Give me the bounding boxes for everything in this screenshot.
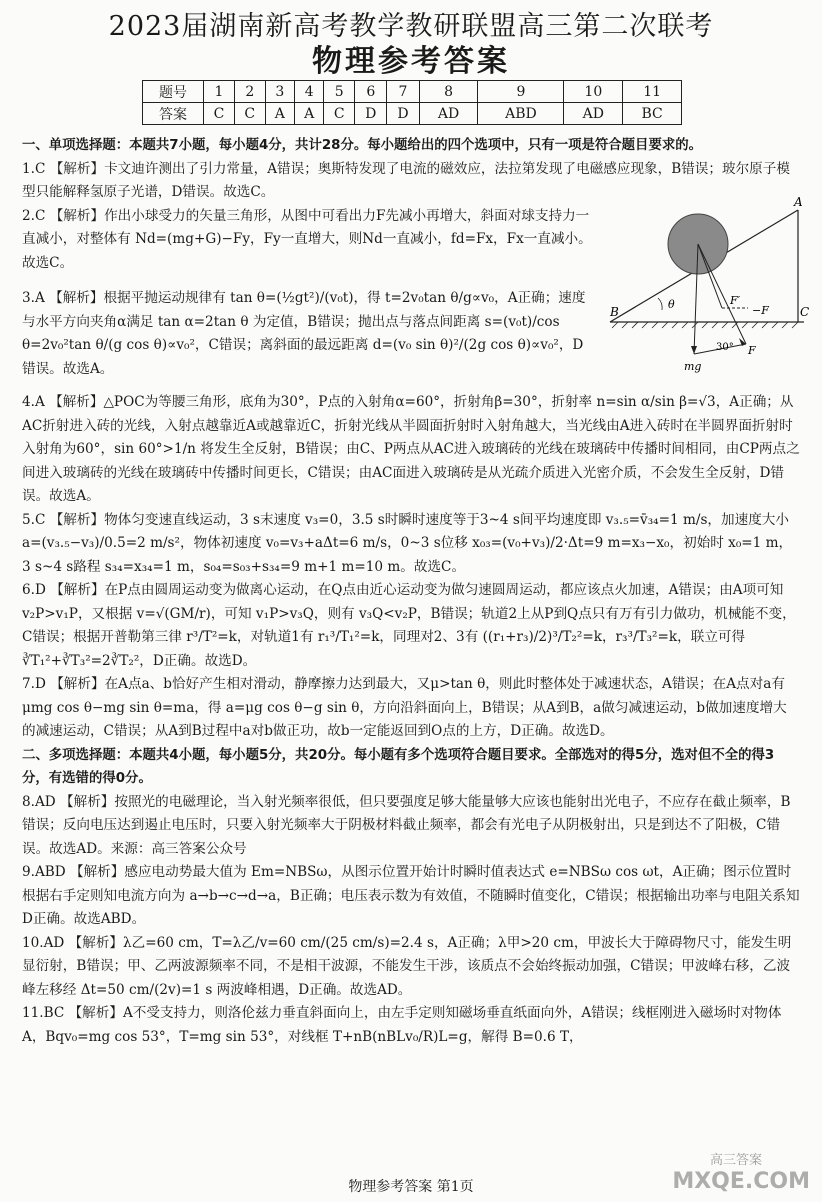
label-f: F: [748, 344, 756, 357]
answer-cell: AD: [564, 103, 623, 125]
watermark-site: MXQE.COM: [672, 1169, 810, 1194]
solution-q6: 6.D 【解析】在P点由圆周运动变为做离心运动，在Q点由近心运动变为做匀速圆周运动，都应该点火加速，A错误；由A项可知 v₂P>v₁P，又根据 v=√(GM/r)，可知 v₁P>v₃Q，则有 v₃Q<v₂P，B错误；轨道2上从P到Q点只有万有引力做功，机械能不变，C错误；根据开普勒第三律 r³/T²=k，对轨道1有 r₁³/T₁²=k，同理对2、3有 ((r₁+r₃)/2)³/T₂²=k，r₃³/T₃²=k，联立可得 ∛T₁²+∛T₃²=2∛T₂²，D正确。故选D。: [22, 582, 796, 669]
answer-cell: C: [324, 103, 355, 125]
watermark-caption: 高三答案: [709, 1153, 762, 1168]
section-heading-single-choice: 一、单项选择题：本题共7小题，每小题4分，共计28分。每小题给出的四个选项中，只有一项是符合题目要求的。: [22, 138, 703, 153]
question-number: 4: [295, 81, 324, 103]
answer-cell: D: [387, 103, 419, 125]
solution-q10: 10.AD 【解析】λ乙=60 cm，T=λ乙/v=60 cm/(25 cm/s)=2.4 s，A正确；λ甲>20 cm，甲波长大于障碍物尺寸，能发生明显衍射，B错误；甲、乙两波源频率不同，不是相干波源，不能发生干涉，该质点不会始终振动加强，C错误；甲波峰右移，乙波峰左移经 Δt=50 cm/(2v)=1 s 两波峰相遇，D正确。故选AD。: [22, 934, 792, 998]
solution-q5: 5.C 【解析】物体匀变速直线运动，3 s末速度 v₃=0，3.5 s时瞬时速度等于3~4 s间平均速度即 v₃.₅=v̄₃₄=1 m/s，加速度大小 a=(v₃.₅−v₃)/0.5=2 m/s²，物体初速度 v₀=v₃+aΔt=6 m/s，0~3 s位移 x₀₃=(v₀+v₃)/2·Δt=9 m=x₃−x₀，初始时 x₀=1 m，3 s~4 s路程 s₃₄=x₃₄=1 m，s₀₄=s₀₃+s₃₄=9 m+1 m=10 m。故选C。: [22, 511, 793, 575]
label-f-prime: F′: [730, 294, 741, 307]
solution-q9: 9.ABD 【解析】感应电动势最大值为 Em=NBSω，从图示位置开始计时瞬时值表达式 e=NBSω cos ωt，A正确；图示位置时根据右手定则知电流方向为 a→b→c→d→a，B正确；电压表示数为有效值，不随瞬时值变化，C错误；根据输出功率与电阻关系知D正确。故选ABD。: [22, 864, 800, 927]
answer-cell: ABD: [478, 103, 564, 125]
solution-q4: 4.A 【解析】△POC为等腰三角形，底角为30°，P点的入射角α=60°，折射角β=30°，折射率 n=sin α/sin β=√3，A正确；从AC折射进入砖的光线，入射点越靠近A或越靠近C，折射光线从半圆面折射时入射角越大，当光线由A进入砖时在半圆界面折射时入射角为60°，sin 60°>1/n 将发生全反射，B错误；由C、P两点从AC进入玻璃砖的光线在玻璃砖中传播时间相同，由CP两点之间进入玻璃砖的光线在玻璃砖中传播时间更长，C错误；由AC面进入玻璃砖是从光疏介质进入光密介质，不会发生全反射，D错误。故选A。: [22, 394, 800, 504]
document-title: 2023届湖南新高考教学教研联盟高三第二次联考: [108, 11, 714, 42]
answer-cell: D: [355, 103, 387, 125]
answer-table: [142, 80, 682, 125]
label-mg: mg: [684, 360, 702, 373]
solution-q1: 1.C 【解析】卡文迪许测出了引力常量，A错误；奥斯特发现了电流的磁效应，法拉第发现了电磁感应现象，B错误；玻尔原子模型只能解释氢原子光谱，D错误。故选C。: [22, 160, 790, 200]
label-theta: θ: [668, 298, 675, 311]
label-minus-f: −F: [752, 304, 769, 317]
answer-table-row-label: 答案: [143, 103, 204, 125]
question-number: 10: [564, 81, 623, 103]
answer-table-row-label: 题号: [143, 81, 204, 103]
solution-q8: 8.AD 【解析】按照光的电磁理论，当入射光频率很低，但只要强度足够大能量够大应该也能射出光电子，不应存在截止频率，B错误；反向电压达到遏止电压时，只要入射光频率大于阴极材料截止频率，都会有光电子从阴极射出，只是到达不了阳极，C错误。故选AD。来源：高三答案公众号: [22, 793, 791, 857]
gravity-arrowhead: [691, 346, 697, 354]
answer-cell: A: [295, 103, 324, 125]
page-footer: 物理参考答案 第1页: [348, 1179, 474, 1195]
answer-cell: C: [204, 103, 235, 125]
question-number: 6: [355, 81, 387, 103]
solution-q11: 11.BC 【解析】A不受支持力，则洛伦兹力垂直斜面向上，由左手定则知磁场垂直纸面向外，A错误；线框刚进入磁场时对物体A，Bqv₀=mg cos 53°，T=mg sin 53°，对线框 T+nB(nBLv₀/R)L=g，解得 B=0.6 T，: [22, 1005, 782, 1045]
solution-q3: 3.A 【解析】根据平抛运动规律有 tan θ=(½gt²)/(v₀t)，得 t=2v₀tan θ/g∝v₀，A正确；速度与水平方向夹角α满足 tan α=2tan θ 为定值，B错误；抛出点与落点间距离 s=(v₀t)/cos θ=2v₀²tan θ/(g cos θ)∝v₀²，C错误；离斜面的最远距离 d=(v₀ sin θ)²/(2g cos θ)∝v₀²，D错误。故选A。: [22, 290, 586, 377]
ground-hatching: [612, 322, 798, 328]
label-b: B: [610, 305, 619, 319]
question-number: 1: [204, 81, 235, 103]
solution-q2: 2.C 【解析】作出小球受力的矢量三角形，从图中可看出力F先减小再增大，斜面对球支持力一直减小，对整体有 Nd=(mg+G)−Fy，Fy一直增大，则Nd一直减小，fd=Fx，Fx一直减小。故选C。: [22, 207, 592, 271]
question-number: 2: [234, 81, 265, 103]
document-subtitle: 物理参考答案: [312, 44, 510, 79]
answer-cell: C: [234, 103, 265, 125]
answer-cell: AD: [419, 103, 478, 125]
question-number: 11: [623, 81, 682, 103]
answer-table-answer-row: [143, 103, 682, 125]
question-number: 7: [387, 81, 419, 103]
answer-cell: A: [265, 103, 294, 125]
question-number: 9: [478, 81, 564, 103]
label-30-degrees: 30°: [716, 342, 734, 353]
solution-q7: 7.D 【解析】在A点a、b恰好产生相对滑动，静摩擦力达到最大，又μ>tan θ，则此时整体处于减速状态，A错误；在A点对a有 μmg cos θ−mg sin θ=ma，得 a=μg cos θ−g sin θ，方向沿斜面向上，B错误；从A到B，a做匀减速运动，b做加速度增大的减速运动，C错误；从A到B过程中a对b做正功，故b一定能返回到O点的上方，D正确。故选D。: [22, 676, 787, 739]
question-number: 5: [324, 81, 355, 103]
question-number: 8: [419, 81, 478, 103]
angle-arc: [658, 298, 662, 310]
incline-force-diagram: [598, 196, 812, 374]
label-a: A: [794, 196, 803, 209]
label-c: C: [800, 305, 810, 319]
question-number: 3: [265, 81, 294, 103]
answer-cell: BC: [623, 103, 682, 125]
section-heading-multiple-choice: 二、多项选择题：本题共4小题，每小题5分，共20分。每小题有多个选项符合题目要求。全部选对的得5分，选对但不全的得3分，有选错的得0分。: [22, 747, 775, 786]
answer-table-number-row: [143, 81, 682, 103]
